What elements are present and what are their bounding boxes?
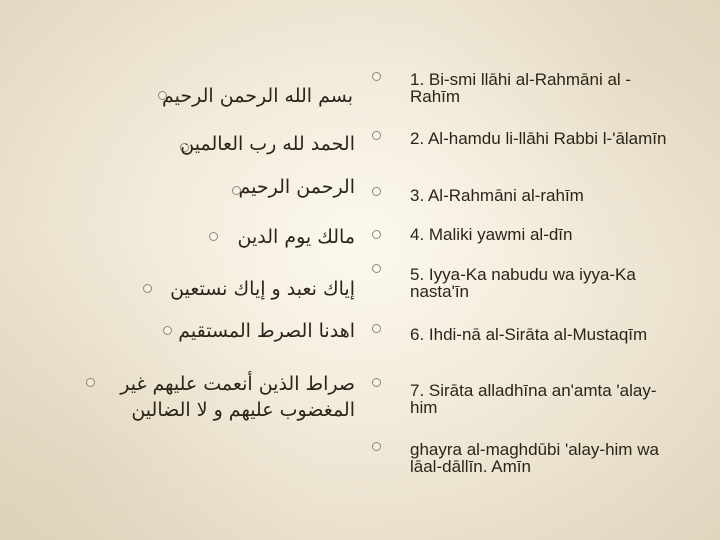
bullet-icon bbox=[143, 284, 152, 293]
arabic-verse-1: بسم الله الرحمن الرحيم bbox=[162, 85, 353, 107]
arabic-verse-6: اهدنا الصرط المستقيم bbox=[178, 320, 355, 342]
bullet-icon bbox=[372, 442, 381, 451]
bullet-icon bbox=[86, 378, 95, 387]
bullet-icon bbox=[372, 230, 381, 239]
arabic-verse-7a: صراط الذين أنعمت عليهم غير bbox=[120, 373, 355, 395]
transliteration-verse-5: 5. Iyya-Ka nabudu wa iyya-Ka nasta'īn bbox=[410, 265, 636, 301]
arabic-verse-7b: المغضوب عليهم و لا الضالين bbox=[131, 399, 355, 421]
arabic-verse-5: إياك نعبد و إياك نستعين bbox=[170, 278, 355, 300]
transliteration-verse-1: 1. Bi-smi llāhi al-Rahmāni al -Rahīm bbox=[410, 70, 632, 106]
bullet-icon bbox=[372, 378, 381, 387]
bullet-icon bbox=[372, 187, 381, 196]
arabic-verse-2: الحمد لله رب العالمين bbox=[180, 133, 355, 155]
bullet-icon bbox=[163, 326, 172, 335]
arabic-verse-3: الرحمن الرحيم bbox=[238, 176, 355, 198]
bullet-icon bbox=[372, 131, 381, 140]
transliteration-verse-7: 7. Sirāta alladhīna an'amta 'alay-him bbox=[410, 381, 657, 417]
transliteration-verse-7-continued: ghayra al-maghdūbi 'alay-him wa lāal-dāllīn. Amīn bbox=[410, 440, 659, 476]
bullet-icon bbox=[372, 324, 381, 333]
transliteration-verse-4: 4. Maliki yawmi al-dīn bbox=[410, 225, 573, 244]
bullet-icon bbox=[372, 72, 381, 81]
transliteration-verse-6: 6. Ihdi-nā al-Sirāta al-Mustaqīm bbox=[410, 325, 648, 344]
bullet-icon bbox=[209, 232, 218, 241]
bullet-icon bbox=[372, 264, 381, 273]
arabic-verse-4: مالك يوم الدين bbox=[237, 226, 355, 248]
transliteration-verse-2: 2. Al-hamdu li-llāhi Rabbi l-'ālamīn bbox=[410, 129, 667, 148]
transliteration-verse-3: 3. Al-Rahmāni al-rahīm bbox=[410, 186, 584, 205]
